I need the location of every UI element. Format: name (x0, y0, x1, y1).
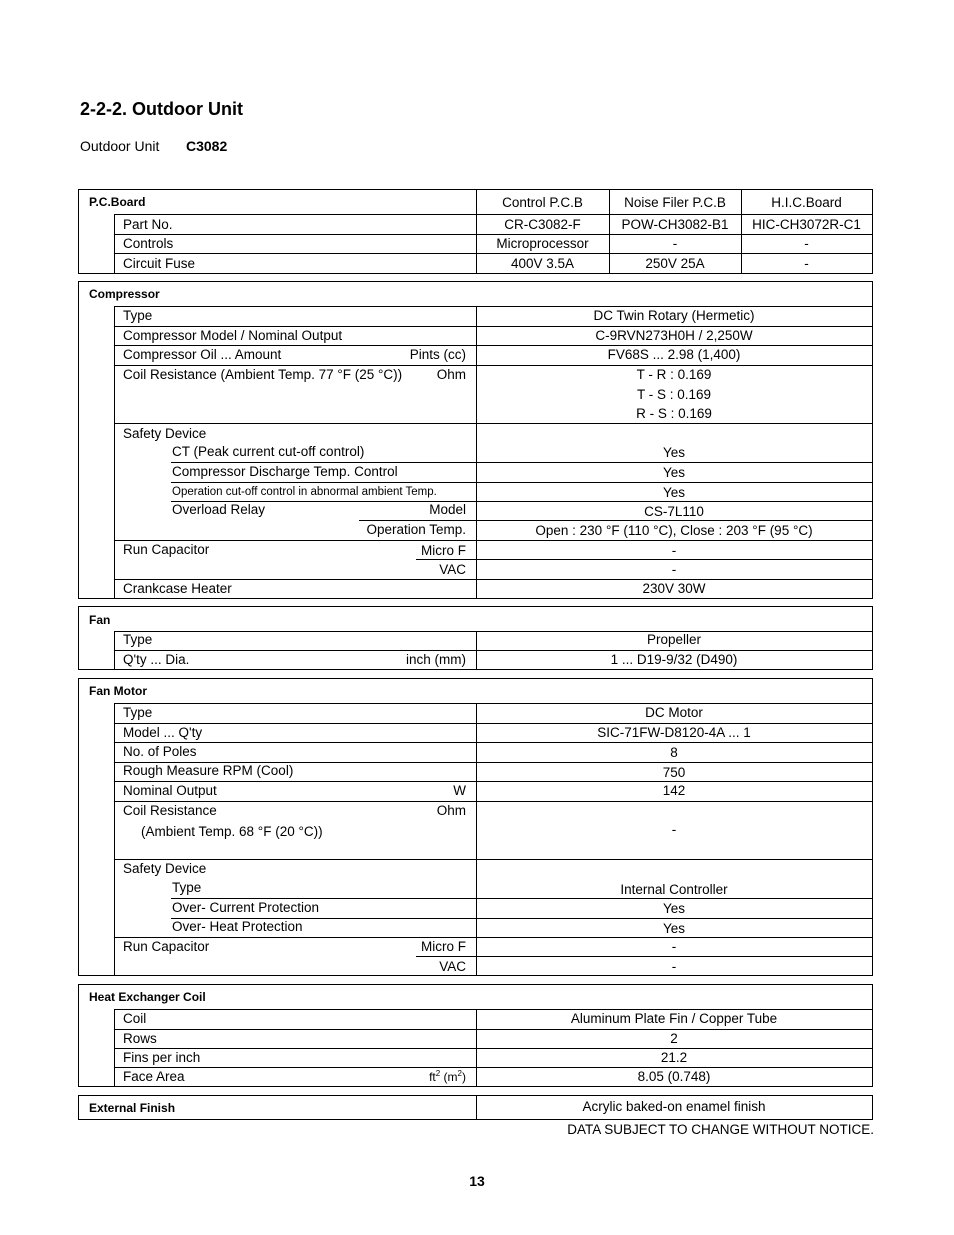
cell-value: 2 (670, 1031, 678, 1046)
row-label: Coil Resistance (Ambient Temp. 77 °F (25 °C)) (123, 367, 403, 382)
unit-label: Outdoor Unit (80, 138, 160, 154)
row-label: Run Capacitor (123, 542, 210, 557)
cell-value: Acrylic baked-on enamel finish (582, 1099, 766, 1114)
row-label: Type (123, 632, 153, 647)
cell-value: - (672, 236, 678, 251)
row-label: Type (123, 705, 153, 720)
cell-value: - (671, 543, 677, 558)
cell-value: 400V 3.5A (510, 256, 575, 271)
page-title: 2-2-2. Outdoor Unit (80, 99, 243, 119)
row-label: Face Area (123, 1069, 185, 1084)
compressor-table (78, 281, 873, 599)
row-label: Compressor Model / Nominal Output (123, 328, 343, 343)
cell-value: - (671, 822, 677, 837)
cell-value: Internal Controller (620, 882, 728, 897)
cell-value: HIC-CH3072R-C1 (752, 217, 861, 232)
row-label: Overload Relay (172, 502, 266, 517)
row-label: Safety Device (123, 426, 207, 441)
cell-value: Propeller (646, 632, 702, 647)
unit-label: Model (429, 502, 466, 517)
unit-label: VAC (439, 959, 466, 974)
unit-label: Pints (cc) (409, 347, 466, 362)
row-label: Circuit Fuse (123, 256, 196, 271)
unit-label: Ohm (436, 803, 466, 818)
row-label: Compressor Oil ... Amount (123, 347, 282, 362)
cell-value: T - R : 0.169 (636, 367, 712, 382)
row-label: Rough Measure RPM (Cool) (123, 763, 294, 778)
row-label: Run Capacitor (123, 939, 210, 954)
row-label: Rows (123, 1031, 157, 1046)
unit-label: $ft^2$ $(m^2)$ (429, 1069, 466, 1084)
cell-value: 230V 30W (642, 581, 706, 596)
cell-value: FV68S ... 2.98 (1,400) (607, 347, 741, 362)
cell-value: 1 ... D19-9/32 (D490) (610, 652, 738, 667)
unit-label: VAC (439, 562, 466, 577)
cell-value: R - S : 0.169 (636, 406, 712, 421)
row-label: Model ... Q'ty (123, 725, 203, 740)
row-label: Controls (123, 236, 174, 251)
cell-value: DC Twin Rotary (Hermetic) (593, 308, 755, 323)
fan-table (78, 606, 873, 670)
cell-value: C-9RVN273H0H / 2,250W (595, 328, 753, 343)
page-number: 13 (469, 1173, 485, 1189)
cell-value: 250V 25A (645, 256, 705, 271)
row-label: Crankcase Heater (123, 581, 232, 596)
row-label: Type (172, 880, 202, 895)
row-label: Over- Heat Protection (172, 919, 303, 934)
unit-label: Operation Temp. (366, 522, 466, 537)
cell-value: - (671, 959, 677, 974)
pcb-table (78, 189, 873, 274)
cell-value: CR-C3082-F (504, 217, 581, 232)
cell-value: Microprocessor (496, 236, 589, 251)
cell-value: 21.2 (660, 1050, 688, 1065)
cell-value: Yes (662, 921, 686, 936)
row-label: Part No. (123, 217, 173, 232)
cell-value: 8 (670, 745, 678, 760)
heat-exchanger-table (78, 984, 873, 1087)
fan-motor-table (78, 678, 873, 976)
unit-label: Micro F (421, 939, 466, 954)
cell-value: CS-7L110 (644, 504, 704, 519)
cell-value: Yes (662, 445, 686, 460)
unit-label: Micro F (421, 543, 466, 558)
row-label: Safety Device (123, 861, 207, 876)
cell-value: - (671, 939, 677, 954)
cell-value: - (804, 256, 809, 271)
row-label: Nominal Output (123, 783, 217, 798)
unit-label: W (453, 783, 466, 798)
pcb-title: P.C.Board (89, 195, 146, 209)
cell-value: Yes (662, 485, 686, 500)
unit-model: C3082 (186, 138, 228, 154)
pcb-col-header: Noise Filer P.C.B (624, 195, 726, 210)
row-label: Type (123, 308, 153, 323)
row-label: No. of Poles (123, 744, 197, 759)
external-finish-table (78, 1095, 873, 1120)
row-label: Operation cut-off control in abnormal ambient Temp. (172, 486, 437, 498)
row-sublabel: (Ambient Temp. 68 °F (20 °C)) (141, 824, 323, 839)
row-label: Coil Resistance (123, 803, 217, 818)
cell-value: - (804, 236, 809, 251)
cell-value: Yes (662, 465, 686, 480)
row-label: Q'ty ... Dia. (123, 652, 190, 667)
pcb-col-header: H.I.C.Board (771, 195, 842, 210)
row-label: CT (Peak current cut-off control) (172, 444, 365, 459)
cell-value: Open : 230 °F (110 °C), Close : 203 °F (95 °C) (535, 523, 813, 538)
row-label: Fins per inch (123, 1050, 201, 1065)
cell-value: Yes (662, 901, 686, 916)
unit-label: inch (mm) (406, 652, 466, 667)
cell-value: Aluminum Plate Fin / Copper Tube (570, 1011, 778, 1026)
cell-value: 142 (662, 783, 686, 798)
pcb-col-header: Control P.C.B (502, 195, 583, 210)
cell-value: SIC-71FW-D8120-4A ... 1 (597, 725, 751, 740)
section-title: Heat Exchanger Coil (89, 990, 206, 1004)
notice-text: DATA SUBJECT TO CHANGE WITHOUT NOTICE. (567, 1122, 874, 1137)
cell-value: 8.05 (0.748) (637, 1069, 711, 1084)
cell-value: - (671, 562, 677, 577)
section-title: Fan Motor (89, 684, 147, 698)
unit-label: Ohm (436, 367, 466, 382)
section-title: Fan (89, 613, 111, 627)
row-label: Over- Current Protection (172, 900, 320, 915)
section-title: External Finish (89, 1101, 176, 1115)
section-title: Compressor (89, 287, 160, 301)
row-label: Compressor Discharge Temp. Control (172, 464, 398, 479)
cell-value: POW-CH3082-B1 (621, 217, 729, 232)
row-label: Coil (123, 1011, 147, 1026)
cell-value: DC Motor (645, 705, 703, 720)
cell-value: 750 (662, 765, 686, 780)
cell-value: T - S : 0.169 (636, 387, 712, 402)
